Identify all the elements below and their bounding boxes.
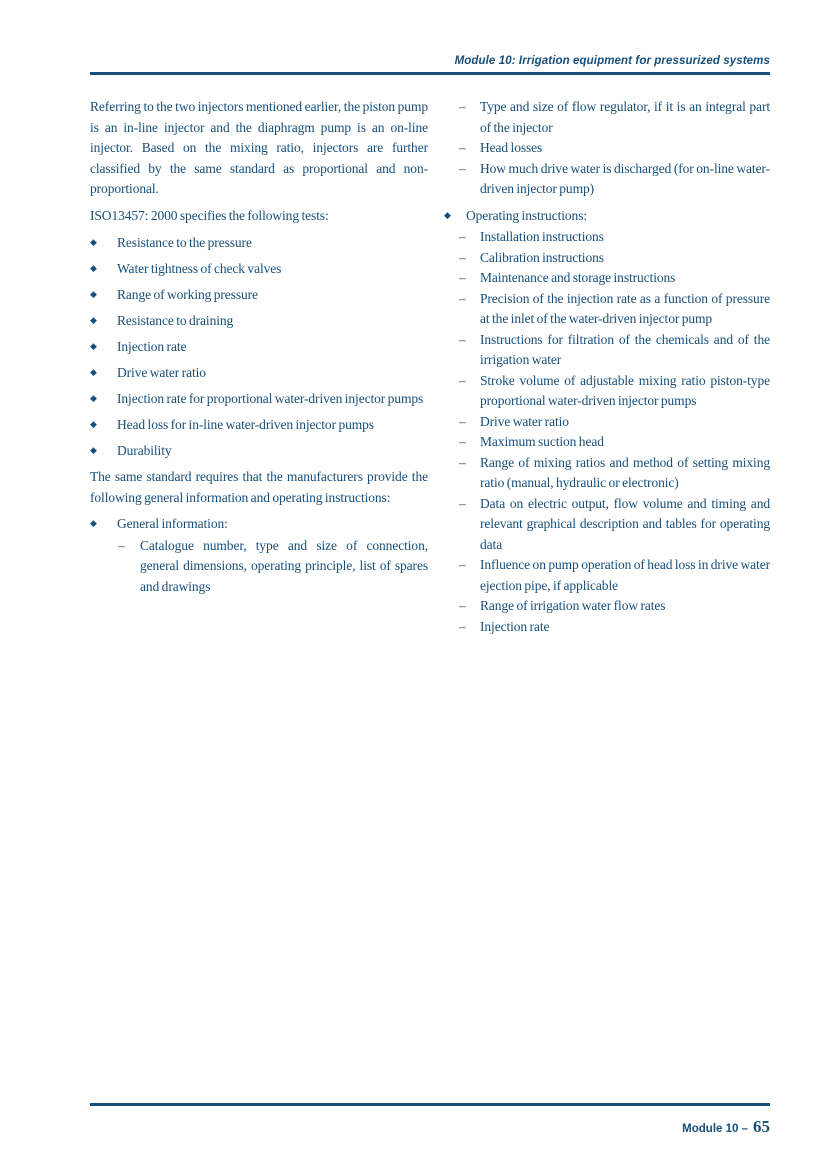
footer-page-number: 65 [753,1117,770,1136]
test-list-item [90,233,428,254]
general-info-sublist [90,536,428,598]
dash-icon: – [459,99,466,114]
operating-subitem-label: Installation instructions [480,229,604,244]
test-list-item [90,311,428,332]
test-list-item [90,337,428,358]
test-item-label: Injection rate for proportional water-driven injector pumps [117,391,424,406]
dash-icon: – [118,537,125,553]
page-footer [682,1117,770,1137]
header-title: Module 10: Irrigation equipment for pressurized systems [454,55,770,67]
general-info-subitem-label: How much drive water is discharged (for on-line water-driven injector pump) [480,160,770,196]
test-list-item [90,285,428,306]
page-content [90,97,770,637]
paragraph-injectors: Referring to the two injectors mentioned earlier, the piston pump is an in-line injector and the diaphragm pump is an on-line injector. Based on the mixing ratio, injectors are further classified by the same standard as proportional and non-proportional. [90,99,428,196]
diamond-bullet-icon: ◆ [90,290,97,300]
operating-subitem [459,371,770,412]
test-item-label: Range of working pressure [117,287,258,302]
dash-icon: – [459,270,466,285]
dash-icon: – [459,434,466,449]
diamond-bullet-icon: ◆ [90,264,97,274]
tests-list [90,233,428,462]
operating-subitem-label: Injection rate [480,618,550,634]
operating-subitem [459,555,770,596]
dash-icon: – [459,229,466,244]
general-info-subitem-label: Catalogue number, type and size of connection, general dimensions, operating principle, list of spares and drawings [140,537,428,594]
operating-subitem [459,453,770,494]
footer-rule [90,1103,770,1106]
general-info-section [90,514,428,535]
general-info-subitem-label: Type and size of flow regulator, if it is an integral part of the injector [480,99,770,135]
operating-subitem-label: Maximum suction head [480,434,604,449]
operating-subitem [459,268,770,289]
dash-icon: – [459,413,466,429]
test-list-item [90,389,428,410]
operating-subitem [459,248,770,269]
operating-instructions-label: Operating instructions: [466,207,588,223]
general-info-heading [90,514,428,535]
general-info-label: General information: [117,516,228,531]
diamond-bullet-icon: ◆ [90,368,97,378]
operating-subitem-label: Data on electric output, flow volume and timing and relevant graphical description and tables for operating data [480,495,770,552]
dash-icon: – [459,557,466,572]
test-list-item [90,415,428,436]
operating-subitem-label: Precision of the injection rate as a function of pressure at the inlet of the water-driven injector pump [480,290,770,326]
diamond-bullet-icon: ◆ [90,316,97,326]
operating-subitem-label: Instructions for filtration of the chemicals and of the irrigation water [480,331,770,367]
operating-subitem-label: Influence on pump operation of head loss in drive water ejection pipe, if applicable [480,557,770,593]
diamond-bullet-icon: ◆ [90,446,97,456]
test-item-label: Drive water ratio [117,365,206,380]
diamond-bullet-icon: ◆ [90,394,97,404]
paragraph-standard-requires: The same standard requires that the manufacturers provide the following general information and operating instructions: [90,469,428,505]
dash-icon: – [459,249,466,265]
diamond-bullet-icon: ◆ [90,420,97,430]
right-column [444,97,770,637]
test-item-label: Resistance to the pressure [117,235,252,250]
dash-icon: – [459,598,466,613]
footer-module-label: Module 10 – [682,1123,748,1135]
test-list-item [90,363,428,384]
paragraph-iso-tests: ISO13457: 2000 specifies the following tests: [90,207,329,223]
operating-subitem [459,289,770,330]
dash-icon: – [459,372,466,388]
operating-subitem [459,596,770,617]
general-info-continued-list [444,97,770,200]
dash-icon: – [459,160,466,176]
dash-icon: – [459,140,466,155]
operating-subitem [459,617,770,638]
diamond-bullet-icon: ◆ [90,238,97,248]
dash-icon: – [459,454,466,470]
test-item-label: Water tightness of check valves [117,261,282,276]
operating-subitem-label: Stroke volume of adjustable mixing ratio piston-type proportional water-driven injector pumps [480,372,770,408]
operating-subitem-label: Range of irrigation water flow rates [480,598,666,613]
operating-instructions-section [444,206,770,227]
operating-subitem-label: Range of mixing ratios and method of setting mixing ratio (manual, hydraulic or electronic) [480,454,770,490]
page-header [90,0,770,75]
test-item-label: Resistance to draining [117,313,234,328]
dash-icon: – [459,618,466,634]
operating-subitem [459,330,770,371]
general-info-subitem [459,159,770,200]
test-item-label: Injection rate [117,339,187,354]
operating-subitem-label: Maintenance and storage instructions [480,270,676,285]
operating-subitem [459,494,770,556]
operating-instructions-heading [444,206,770,227]
left-column [90,97,428,637]
dash-icon: – [459,495,466,511]
diamond-bullet-icon: ◆ [90,342,97,352]
test-item-label: Durability [117,443,172,458]
operating-subitem-label: Calibration instructions [480,249,604,265]
test-list-item [90,441,428,462]
diamond-bullet-icon: ◆ [444,210,451,221]
test-list-item [90,259,428,280]
dash-icon: – [459,331,466,347]
general-info-subitem [459,97,770,138]
operating-subitem [459,227,770,248]
operating-subitem [459,432,770,453]
test-item-label: Head loss for in-line water-driven injector pumps [117,417,374,432]
dash-icon: – [459,290,466,306]
general-info-subitem [118,536,428,598]
operating-instructions-sublist [444,227,770,637]
operating-subitem-label: Drive water ratio [480,413,569,429]
diamond-bullet-icon: ◆ [90,519,97,529]
operating-subitem [459,412,770,433]
general-info-subitem-label: Head losses [480,140,543,155]
general-info-subitem [459,138,770,159]
